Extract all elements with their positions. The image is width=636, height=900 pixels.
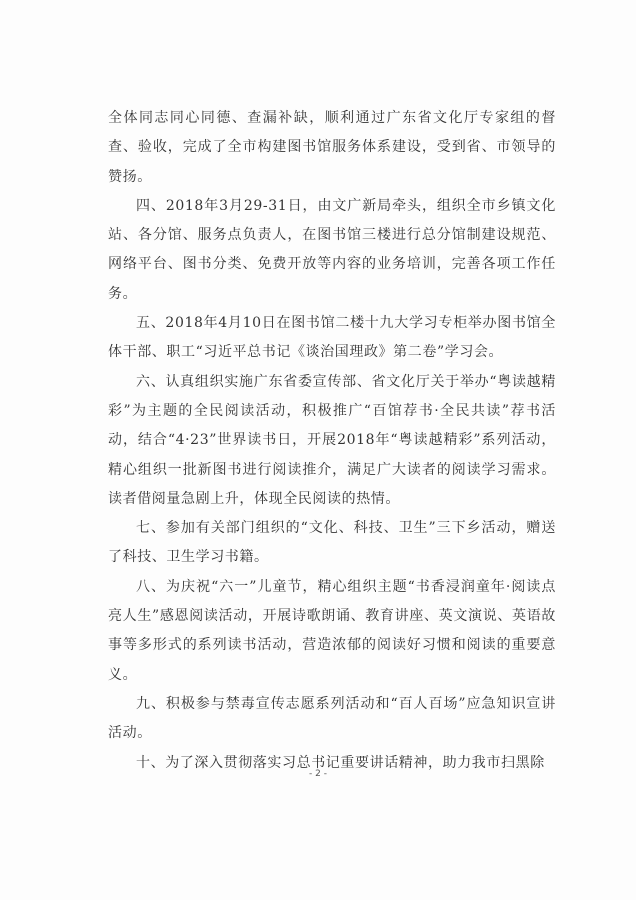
paragraph-item-7: 七、参加有关部门组织的“文化、科技、卫生”三下乡活动，赠送了科技、卫生学习书籍。: [108, 520, 556, 566]
paragraph-item-6: 六、认真组织实施广东省委宣传部、省文化厅关于举办“粤读越精彩”为主题的全民阅读活动，积极推广“百馆荐书·全民共读”荐书活动，结合“4·23”世界读书日，开展2018年“粤读越精彩”系列活动，精心组织一批新图书进行阅读推介，满足广大读者的阅读学习需求。读者借阅量急剧上升，体现全民阅读的热情。: [108, 373, 556, 507]
paragraph-item-4: 四、2018年3月29-31日，由文广新局牵头，组织全市乡镇文化站、各分馆、服务点负责人，在图书馆三楼进行总分馆制建设规范、网络平台、图书分类、免费开放等内容的业务培训，完善各项工作任务。: [108, 197, 556, 302]
paragraph-continued: 全体同志同心同德、查漏补缺，顺利通过广东省文化厅专家组的督查、验收，完成了全市构建图书馆服务体系建设，受到省、市领导的赞扬。: [108, 110, 556, 185]
paragraph-item-9: 九、积极参与禁毒宣传志愿系列活动和“百人百场”应急知识宣讲活动。: [108, 695, 556, 742]
page-number: - 2 -: [309, 769, 327, 779]
paragraph-item-10: 十、为了深入贯彻落实习总书记重要讲话精神，助力我市扫黑除: [136, 754, 545, 771]
paragraph-item-5: 五、2018年4月10日在图书馆二楼十九大学习专柜举办图书馆全体干部、职工“习近平总书记《谈治国理政》第二卷”学习会。: [108, 315, 556, 361]
paragraph-item-8: 八、为庆祝“六一”儿童节，精心组织主题“书香浸润童年·阅读点亮人生”感恩阅读活动，开展诗歌朗诵、教育讲座、英文演说、英语故事等多形式的系列读书活动，营造浓郁的阅读好习惯和阅读的重要意义。: [108, 578, 556, 683]
document-body: [108, 104, 556, 778]
